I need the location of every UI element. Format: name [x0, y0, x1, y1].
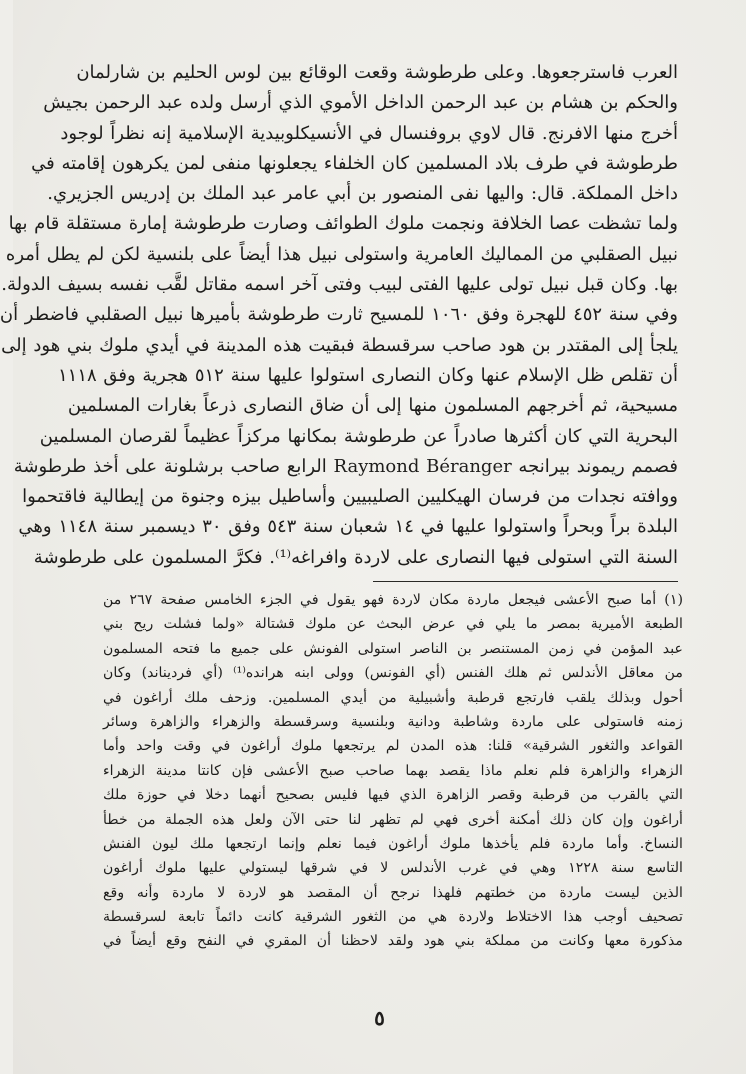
text-line: أن تقلص ظل الإسلام عنها وكان النصارى استولوا عليها سنة ٥١٢ هجرية وفق ١١١٨	[57, 364, 678, 386]
text-line: البلدة براً وبحراً واستولوا عليها في ١٤ شعبان سنة ٥٤٣ وفق ٣٠ ديسمبر سنة ١١٤٨ وهي	[18, 516, 678, 538]
footnote-line: (١) أما صبح الأعشى فيجعل ماردة مكان لاردة فهو يقول في الجزء الخامس صفحة ٢٦٧ من	[103, 592, 683, 608]
footnote-line: مذكورة معها وكانت من مملكة بني هود ولقد لاحظنا أن المقري في النفح وقع أيضاً في	[103, 933, 683, 950]
text-line: السنة التي استولى فيها النصارى على لاردة وافراغه⁽¹⁾. فكرَّ المسلمون على طرطوشة	[33, 546, 678, 568]
footnote-line: التي بالقرب من قرطبة وقصر الزاهرة الذي فيها فليس بصحيح أنهما دخلا في حوزة ملك	[103, 787, 683, 804]
footnote-line: النساخ. وأما ماردة فلم يأخذها ملوك أراغون فيما نعلم وإنما ارتجعها ملك ليون الفنش	[103, 835, 683, 852]
text-line: فصمم ريموند بيرانجه Raymond Béranger الرابع صاحب برشلونة على أخذ طرطوشة	[13, 455, 678, 477]
text-line: والحكم بن هشام بن عبد الرحمن الداخل الأموي الذي أرسل ولده عبد الرحمن بجيش	[43, 92, 678, 114]
footnote-line: الطبعة الأميرية بمصر ما يلي في عرض البحث عن ملوك قشتالة «ولما فشلت ريح بني	[103, 616, 683, 633]
text-line: ووافته نجدات من فرسان الهيكليين الصليبيين وأساطيل بيزه وجنوة من إيطالية فاقتحموا	[22, 486, 678, 508]
text-line: العرب فاسترجعوها. وعلى طرطوشة وقعت الوقائع بين لوس الحليم بن شارلمان	[76, 62, 678, 83]
footnote-line: الذين ليست ماردة من خطتهم فلهذا نرجح أن المقصد هو لاردة لا ماردة وأنه وقع	[103, 884, 683, 901]
text-line: نبيل الصقلبي من المماليك العامرية واستولى نبيل هذا أيضاً على بلنسية لكن لم يطل أمره	[5, 243, 678, 265]
text-line: داخل المملكة. قال: واليها نفى المنصور بن أبي عامر عبد الملك بن إدريس الجزيري.	[47, 183, 678, 205]
footnote-line: أراغون وإن كان ذلك أمكنة أخرى فهي لم تظهر لنا حتى الآن ولعل هذه الجملة من خطأ	[103, 811, 683, 828]
text-line: مسيحية، ثم أخرجهم المسلمون منها إلى أن ضاق النصارى ذرعاً بغارات المسلمين	[67, 395, 678, 417]
text-line: يلجأ إلى المقتدر بن هود صاحب سرقسطة فبقيت هذه المدينة في أيدي ملوك بني هود إلى	[1, 334, 678, 356]
footnote-line: عبد المؤمن في زمن المستنصر بن الناصر استولى الفونش على جميع ما فتحه المسلمون	[103, 640, 683, 657]
text-line: أخرج منها الافرنج. قال لاوي بروفنسال في الأنسيكلوبيدية الإسلامية إنه نظراً لوجود	[60, 122, 678, 144]
main-text-block	[0, 58, 678, 573]
footnote-line: من معاقل الأندلس ثم هلك الفنس (أي الفونس) وولى ابنه هرانده⁽¹⁾ (أي فرديناند) وكان	[103, 665, 683, 682]
text-line: طرطوشة في طرف بلاد المسلمين كان الخلفاء يجعلونها منفى لمن يكرهون إقامته في	[31, 152, 678, 174]
footnote-line: الزهراء والزاهرة فلم نعلم ماذا يقصد بهما صاحب صبح الأعشى فإن كانتا مدينة الزهراء	[103, 762, 683, 779]
text-line: بها. وكان قبل نبيل تولى عليها الفتى لبيب وفتى آخر اسمه مقاتل لقَّب نفسه بسيف الدولة.	[1, 274, 678, 296]
page-number: ٥	[374, 1006, 385, 1030]
text-line: ولما تشظت عصا الخلافة ونجمت ملوك الطوائف وصارت طرطوشة إمارة مستقلة قام بها	[8, 213, 678, 235]
footnote-separator	[373, 581, 678, 582]
text-line: وفي سنة ٤٥٢ للهجرة وفق ١٠٦٠ للمسيح ثارت طرطوشة بأميرها نبيل الصقلبي فاضطر أن	[0, 304, 678, 326]
footnote-block	[103, 588, 683, 954]
footnote-line: أحول وبذلك يلقب فارتجع قرطبة وأشبيلية من أيدي المسلمين. وزحف ملك أراغون في	[103, 689, 683, 706]
footnote-line: التاسع سنة ١٢٢٨ وهي في غرب الأندلس لا في شرقها ليستولي عليها ملوك أراغون	[103, 860, 684, 877]
footnote-line: تصحيف أوجب هذا الاختلاط ولاردة هي من الثغور الشرقية كانت دائماً تابعة لسرقسطة	[103, 909, 683, 926]
footnote-line: زمنه فاستولى على ماردة وشاطبة ودانية وبلنسية وسرقسطة والزهراء والزاهرة وسائر	[103, 713, 683, 730]
text-line: البحرية التي كان أكثرها صادراً عن طرطوشة بمكانها مركزاً عظيماً لقرصان المسلمين	[39, 425, 678, 447]
footnote-line: القواعد والثغور الشرقية» قلنا: هذه المدن لم يرتجعها ملوك أراغون في وقت واحد وأما	[103, 738, 683, 755]
